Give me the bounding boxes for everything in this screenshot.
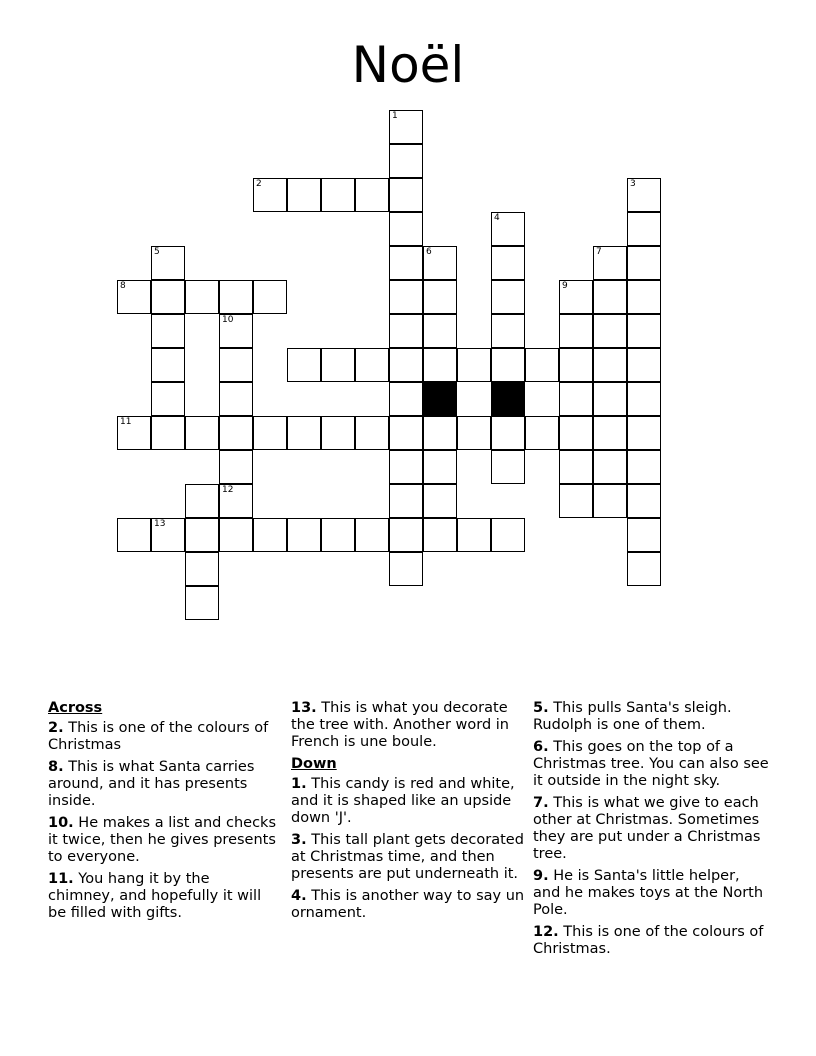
clue-text: This is what Santa carries around, and it has presents inside. <box>48 759 255 809</box>
clue-number: 6. <box>533 739 549 755</box>
grid-cell[interactable] <box>389 212 423 246</box>
grid-cell[interactable] <box>559 382 593 416</box>
cell-number: 7 <box>596 247 602 257</box>
grid-cell[interactable] <box>559 314 593 348</box>
grid-cell[interactable] <box>389 416 423 450</box>
clue-text: This goes on the top of a Christmas tree. You can also see it outside in the night sky. <box>533 739 769 789</box>
grid-cell[interactable] <box>423 246 457 280</box>
cell-number: 5 <box>154 247 160 257</box>
grid-cell[interactable] <box>219 450 253 484</box>
clue-across-13 <box>291 700 527 751</box>
page-title: Noël <box>351 36 465 94</box>
clue-number: 5. <box>533 700 549 716</box>
grid-cell[interactable] <box>355 348 389 382</box>
grid-cell[interactable] <box>627 212 661 246</box>
grid-cell[interactable] <box>219 416 253 450</box>
grid-cell[interactable] <box>627 348 661 382</box>
grid-cell[interactable] <box>593 382 627 416</box>
grid-cell[interactable] <box>627 450 661 484</box>
grid-cell[interactable] <box>151 280 185 314</box>
grid-cell[interactable] <box>253 178 287 212</box>
grid-cell[interactable] <box>627 416 661 450</box>
cell-number: 10 <box>222 315 234 325</box>
grid-cell[interactable] <box>389 552 423 586</box>
clue-number: 13. <box>291 700 317 716</box>
grid-cell[interactable] <box>389 450 423 484</box>
grid-cell[interactable] <box>355 518 389 552</box>
clue-number: 8. <box>48 759 64 775</box>
clue-item <box>48 815 280 866</box>
grid-cell[interactable] <box>457 416 491 450</box>
grid-cell[interactable] <box>151 348 185 382</box>
cell-number: 11 <box>120 417 132 427</box>
grid-cell[interactable] <box>491 348 525 382</box>
grid-cell[interactable] <box>593 348 627 382</box>
grid-cell[interactable] <box>593 416 627 450</box>
grid-cell[interactable] <box>219 314 253 348</box>
grid-cell[interactable] <box>627 484 661 518</box>
clue-item <box>533 924 769 958</box>
clue-item <box>533 700 769 734</box>
clue-text: This tall plant gets decorated at Christmas time, and then presents are put underneath it. <box>291 832 524 882</box>
grid-cell[interactable] <box>593 450 627 484</box>
clue-number: 1. <box>291 776 307 792</box>
grid-cell[interactable] <box>627 314 661 348</box>
grid-cell[interactable] <box>389 280 423 314</box>
grid-cell[interactable] <box>627 518 661 552</box>
grid-cell[interactable] <box>491 450 525 484</box>
clue-item <box>533 868 769 919</box>
clue-item <box>533 739 769 790</box>
grid-cell[interactable] <box>423 518 457 552</box>
grid-cell[interactable] <box>389 518 423 552</box>
grid-cell[interactable] <box>321 348 355 382</box>
grid-cell[interactable] <box>151 382 185 416</box>
grid-cell[interactable] <box>151 416 185 450</box>
grid-cell[interactable] <box>627 178 661 212</box>
clues-column-2 <box>291 700 527 927</box>
grid-cell[interactable] <box>525 348 559 382</box>
clue-text: This pulls Santa's sleigh. Rudolph is one of them. <box>533 700 732 733</box>
grid-cell[interactable] <box>287 416 321 450</box>
clue-text: This is another way to say un ornament. <box>291 888 525 921</box>
grid-cell[interactable] <box>287 178 321 212</box>
grid-cell[interactable] <box>389 314 423 348</box>
clue-text: This is one of the colours of Christmas <box>48 720 269 753</box>
grid-cell[interactable] <box>491 518 525 552</box>
grid-cell[interactable] <box>559 450 593 484</box>
clue-item <box>291 776 527 827</box>
grid-cell[interactable] <box>253 416 287 450</box>
grid-cell[interactable] <box>321 178 355 212</box>
clue-text: He makes a list and checks it twice, then he gives presents to everyone. <box>48 815 277 865</box>
grid-cell[interactable] <box>389 110 423 144</box>
grid-cell[interactable] <box>593 484 627 518</box>
grid-cell[interactable] <box>253 280 287 314</box>
grid-cell[interactable] <box>185 518 219 552</box>
grid-cell[interactable] <box>423 314 457 348</box>
grid-cell[interactable] <box>151 518 185 552</box>
grid-cell[interactable] <box>525 416 559 450</box>
grid-cell[interactable] <box>457 518 491 552</box>
clue-number: 11. <box>48 871 74 887</box>
clue-item <box>48 871 280 922</box>
cell-number: 1 <box>392 111 398 121</box>
clue-number: 9. <box>533 868 549 884</box>
grid-cell[interactable] <box>355 416 389 450</box>
grid-cell[interactable] <box>491 246 525 280</box>
clue-number: 4. <box>291 888 307 904</box>
grid-cell[interactable] <box>253 518 287 552</box>
grid-cell[interactable] <box>287 348 321 382</box>
clue-item <box>291 888 527 922</box>
grid-cell[interactable] <box>151 246 185 280</box>
grid-cell[interactable] <box>491 280 525 314</box>
cell-number: 13 <box>154 519 166 529</box>
grid-cell[interactable] <box>117 416 151 450</box>
clue-item <box>48 720 280 754</box>
grid-cell[interactable] <box>559 280 593 314</box>
cell-number: 4 <box>494 213 500 223</box>
cell-number: 12 <box>222 485 234 495</box>
grid-block <box>491 382 525 416</box>
grid-cell[interactable] <box>627 382 661 416</box>
grid-cell[interactable] <box>117 518 151 552</box>
cell-number: 9 <box>562 281 568 291</box>
cell-number: 2 <box>256 179 262 189</box>
cell-number: 8 <box>120 281 126 291</box>
grid-cell[interactable] <box>593 314 627 348</box>
grid-cell[interactable] <box>219 518 253 552</box>
clue-item <box>291 832 527 883</box>
clue-text: He is Santa's little helper, and he makes toys at the North Pole. <box>533 868 764 918</box>
clue-item <box>48 759 280 810</box>
grid-cell[interactable] <box>423 280 457 314</box>
across-header: Across <box>48 700 103 716</box>
grid-cell[interactable] <box>593 280 627 314</box>
clues-column-1 <box>48 700 280 927</box>
grid-cell[interactable] <box>117 280 151 314</box>
grid-cell[interactable] <box>219 348 253 382</box>
clue-text: This is one of the colours of Christmas. <box>533 924 764 957</box>
clue-text: You hang it by the chimney, and hopefully it will be filled with gifts. <box>48 871 262 921</box>
grid-cell[interactable] <box>219 382 253 416</box>
clue-number: 10. <box>48 815 74 831</box>
grid-cell[interactable] <box>185 586 219 620</box>
grid-cell[interactable] <box>185 280 219 314</box>
grid-cell[interactable] <box>219 280 253 314</box>
grid-cell[interactable] <box>491 212 525 246</box>
grid-cell[interactable] <box>185 416 219 450</box>
grid-cell[interactable] <box>627 552 661 586</box>
grid-cell[interactable] <box>219 484 253 518</box>
clue-text: This is what you decorate the tree with. Another word in French is une boule. <box>291 700 509 750</box>
cell-number: 3 <box>630 179 636 189</box>
grid-cell[interactable] <box>389 348 423 382</box>
grid-cell[interactable] <box>559 416 593 450</box>
grid-cell[interactable] <box>389 178 423 212</box>
grid-cell[interactable] <box>389 246 423 280</box>
grid-cell[interactable] <box>321 416 355 450</box>
grid-cell[interactable] <box>185 484 219 518</box>
grid-cell[interactable] <box>287 518 321 552</box>
clue-item <box>533 795 769 863</box>
grid-cell[interactable] <box>321 518 355 552</box>
down-header: Down <box>291 756 337 772</box>
grid-cell[interactable] <box>491 416 525 450</box>
grid-cell[interactable] <box>457 348 491 382</box>
grid-cell[interactable] <box>559 484 593 518</box>
grid-block <box>423 382 457 416</box>
grid-cell[interactable] <box>389 144 423 178</box>
grid-cell[interactable] <box>627 280 661 314</box>
clue-text: This candy is red and white, and it is shaped like an upside down 'J'. <box>291 776 515 826</box>
grid-cell[interactable] <box>423 348 457 382</box>
clue-text: This is what we give to each other at Christmas. Sometimes they are put under a Christmas tree. <box>533 795 761 862</box>
grid-cell[interactable] <box>185 552 219 586</box>
grid-cell[interactable] <box>593 246 627 280</box>
cell-number: 6 <box>426 247 432 257</box>
clues-column-3 <box>533 700 769 963</box>
grid-cell[interactable] <box>389 484 423 518</box>
grid-cell[interactable] <box>423 484 457 518</box>
grid-cell[interactable] <box>559 348 593 382</box>
grid-cell[interactable] <box>389 382 423 416</box>
grid-cell[interactable] <box>355 178 389 212</box>
grid-cell[interactable] <box>151 314 185 348</box>
clue-number: 12. <box>533 924 559 940</box>
grid-cell[interactable] <box>423 450 457 484</box>
grid-cell[interactable] <box>423 416 457 450</box>
clue-number: 3. <box>291 832 307 848</box>
clue-number: 2. <box>48 720 64 736</box>
grid-cell[interactable] <box>491 314 525 348</box>
clue-number: 7. <box>533 795 549 811</box>
grid-cell[interactable] <box>627 246 661 280</box>
